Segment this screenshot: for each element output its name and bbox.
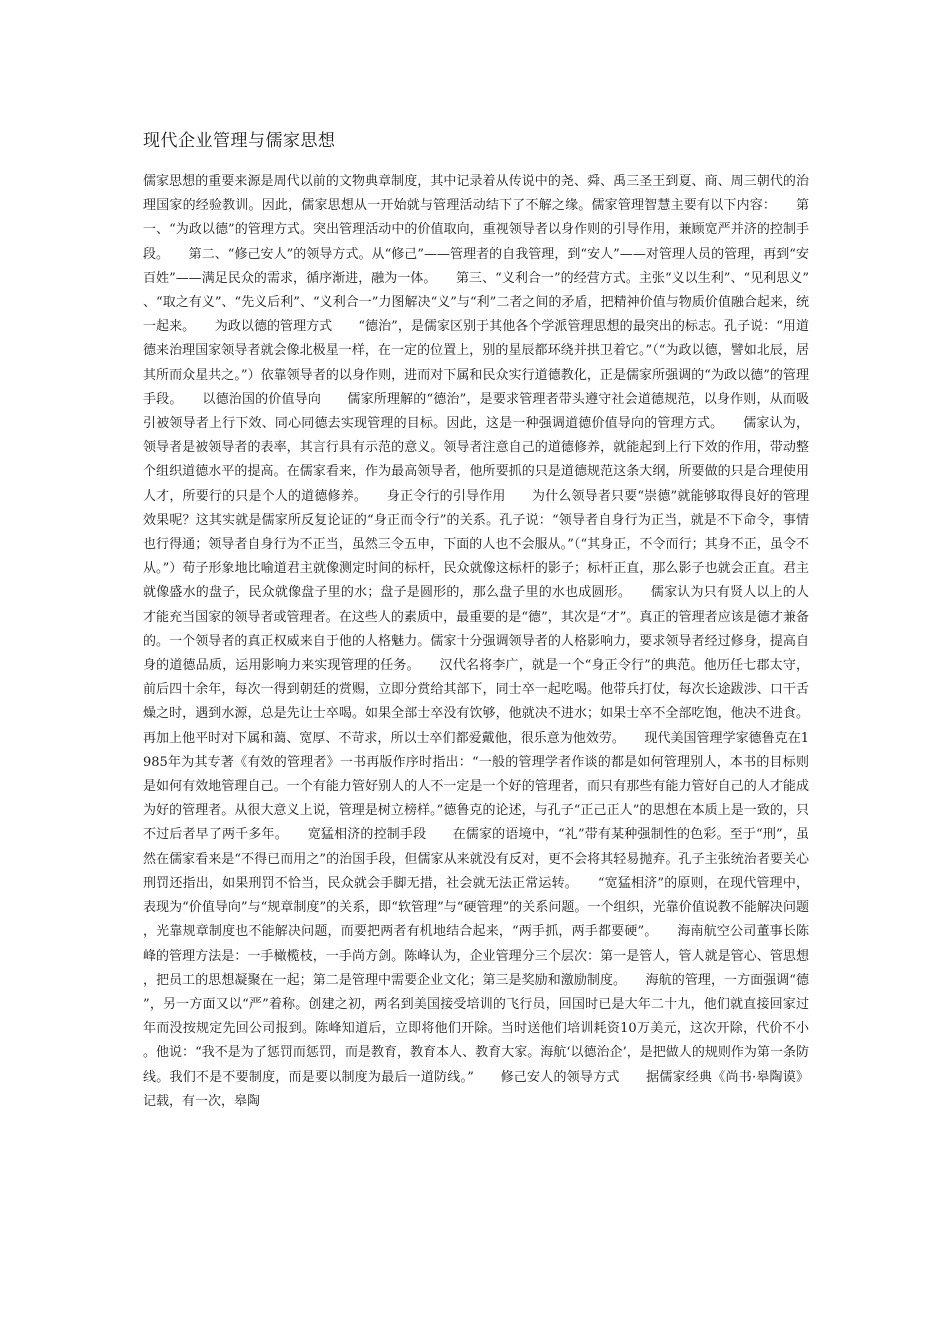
document-body-paragraph: 儒家思想的重要来源是周代以前的文物典章制度，其中记录着从传说中的尧、舜、禹三圣王到夏、商、周三朝代的治理国家的经验教训。因此，儒家思想从一开始就与管理活动结下了不解之缘。儒家管理智慧主要有以下内容： 第一、“为政以德”的管理方式。突出管理活动中的价值取向，重视领导者以身作则的引导作用，兼顾宽严并济的控制手段。 第二、“修己安人”的领导方式。从“修己”——管理者的自我管理，到“安人”——对管理人员的管理，再到“安百姓”——满足民众的需求，循序渐进，融为一体。 第三、“义利合一”的经营方式。主张“义以生利”、“见利思义”、“取之有义”、“先义后利”、“义利合一”力图解决“义”与“利”二者之间的矛盾，把精神价值与物质价值融合起来，统一起来。 为政以德的管理方式 “德治”，是儒家区别于其他各个学派管理思想的最突出的标志。孔子说：“用道德来治理国家领导者就会像北极星一样，在一定的位置上，别的星辰都环绕并拱卫着它。”（“为政以德，譬如北辰，居其所而众星共之。”）依靠领导者的以身作则，进而对下属和民众实行道德教化，正是儒家所强调的“为政以德”的管理手段。 以德治国的价值导向 儒家所理解的“德治”，是要求管理者带头遵守社会道德规范，以身作则，从而吸引被领导者上行下效、同心同德去实现管理的目标。因此，这是一种强调道德价值导向的管理方式。 儒家认为，领导者是被领导者的表率，其言行具有示范的意义。领导者注意自己的道德修养，就能起到上行下效的作用，带动整个组织道德水平的提高。在儒家看来，作为最高领导者，他所要抓的只是道德规范这条大纲，所要做的只是合理使用人才，所要行的只是个人的道德修养。 身正令行的引导作用 为什么领导者只要“崇德”就能够取得良好的管理效果呢？这其实就是儒家所反复论证的“身正而令行”的关系。孔子说：“领导者自身行为正当，就是不下命令，事情也行得通；领导者自身行为不正当，虽然三令五申，下面的人也不会服从。”（“其身正，不令而行；其身不正，虽令不从。”）荀子形象地比喻道君主就像测定时间的标杆，民众就像这标杆的影子；标杆正直，那么影子也就会正直。君主就像盛水的盘子，民众就像盘子里的水；盘子是圆形的，那么盘子里的水也成圆形。 儒家认为只有贤人以上的人才能充当国家的领导者或管理者。在这些人的素质中，最重要的是“德”，其次是“才”。真正的管理者应该是德才兼备的。一个领导者的真正权威来自于他的人格魅力。儒家十分强调领导者的人格影响力，要求领导者经过修身，提高自身的道德品质，运用影响力来实现管理的任务。 汉代名将李广，就是一个“身正令行”的典范。他历任七郡太守，前后四十余年，每次一得到朝廷的赏赐，立即分赏给其部下，同士卒一起吃喝。他带兵打仗，每次长途跋涉、口干舌燥之时，遇到水源，总是先让士卒喝。如果全部士卒没有饮够，他就决不进水；如果士卒不全部吃饱，他决不进食。再加上他平时对下属和蔼、宽厚、不苛求，所以士卒们都爱戴他，很乐意为他效劳。 现代美国管理学家德鲁克在1985年为其专著《有效的管理者》一书再版作序时指出：“一般的管理学者作谈的都是如何管理别人，本书的目标则是如何有效地管理自己。一个有能力管好别人的人不一定是一个好的管理者，而只有那些有能力管好自己的人才能成为好的管理者。从很大意义上说，管理是树立榜样。”德鲁克的论述，与孔子“正己正人”的思想在本质上是一致的，只不过后者早了两千多年。 宽猛相济的控制手段 在儒家的语境中，“礼”带有某种强制性的色彩。至于“刑”，虽然在儒家看来是“不得已而用之”的治国手段，但儒家从来就没有反对，更不会将其轻易抛弃。孔子主张统治者要关心刑罚还指出，如果刑罚不恰当，民众就会手脚无措，社会就无法正常运转。 “宽猛相济”的原则，在现代管理中，表现为“价值导向”与“规章制度”的关系，即“软管理”与“硬管理”的关系问题。一个组织，光靠价值说教不能解决问题，光靠规章制度也不能解决问题，而要把两者有机地结合起来，“两手抓，两手都要硬”。 海南航空公司董事长陈峰的管理方法是：一手橄榄枝，一手尚方剑。陈峰认为，企业管理分三个层次：第一是管人，管人就是管心、管思想，把员工的思想凝聚在一起；第二是管理中需要企业文化；第三是奖励和激励制度。 海航的管理，一方面强调“德”，另一方面又以“严”着称。创建之初，两名到美国接受培训的飞行员，回国时已是大年二十九，他们就直接回家过年而没按规定先回公司报到。陈峰知道后，立即将他们开除。当时送他们培训耗资10万美元，这次开除，代价不小。他说：“我不是为了惩罚而惩罚，而是教育，教育本人、教育大家。海航‘以德治企’，是把做人的规则作为第一条防线。我们不是不要制度，而是要以制度为最后一道防线。” 修己安人的领导方式 据儒家经典《尚书·皋陶谟》记载，有一次，皋陶: [143, 174, 809, 1109]
document-title: 现代企业管理与儒家思想: [143, 131, 336, 151]
